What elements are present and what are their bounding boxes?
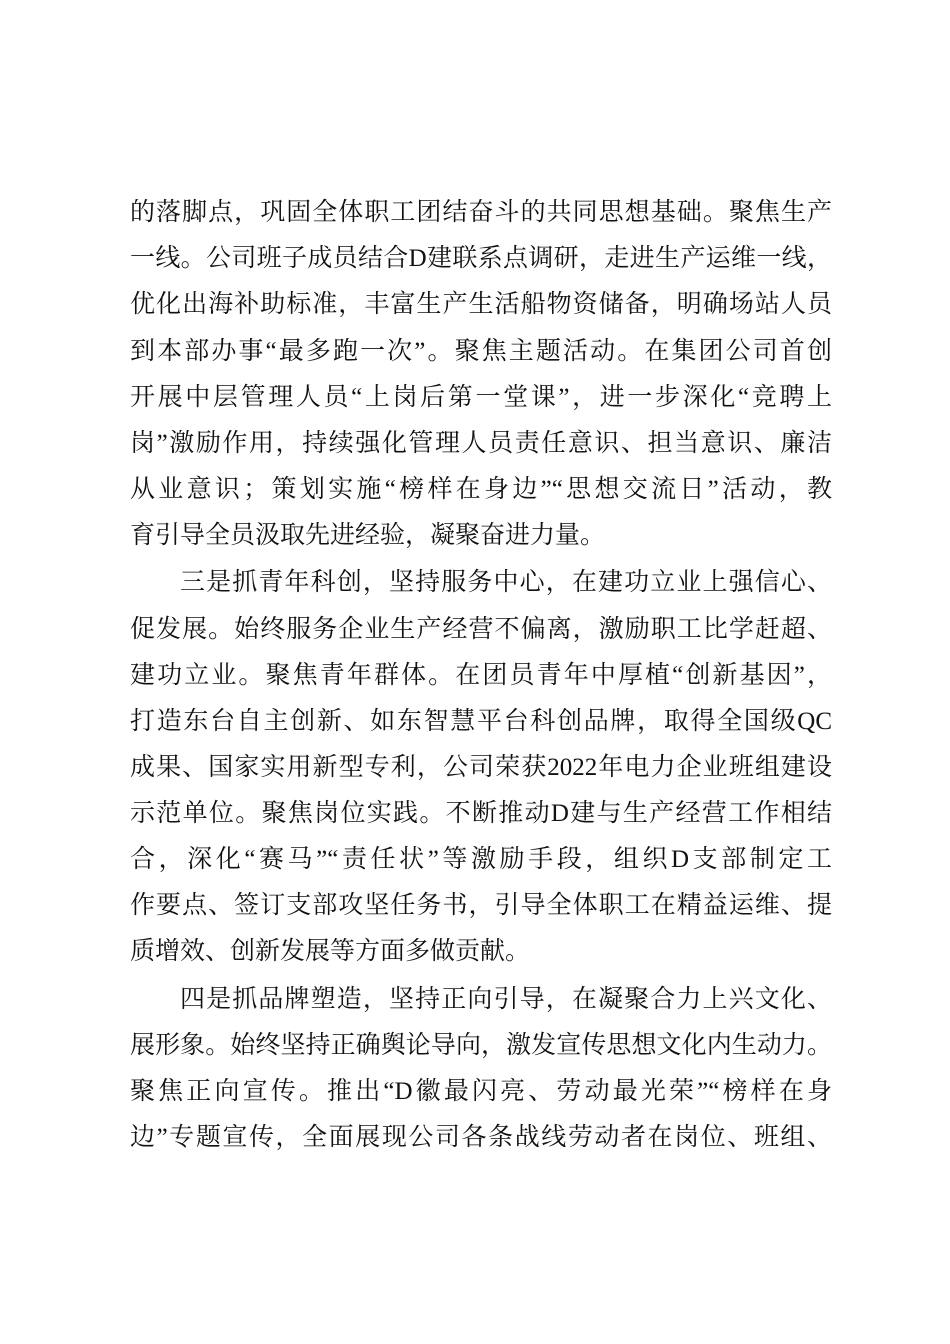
text-line: 示范单位。聚焦岗位实践。不断推动D建与生产经营工作相结 (130, 800, 832, 827)
text-line: 到本部办事“最多跑一次”。聚焦主题活动。在集团公司首创 (130, 338, 832, 365)
text-line: 优化出海补助标准，丰富生产生活船物资储备，明确场站人员 (130, 291, 832, 318)
text-line: 的落脚点，巩固全体职工团结奋斗的共同思想基础。聚焦生产 (130, 199, 832, 226)
text-line: 展形象。始终坚持正确舆论导向，激发宣传思想文化内生动力。 (130, 1032, 832, 1059)
text-line: 打造东台自主创新、如东智慧平台科创品牌，取得全国级QC (130, 708, 832, 735)
text-line: 一线。公司班子成员结合D建联系点调研，走进生产运维一线， (130, 245, 832, 272)
text-line: 聚焦正向宣传。推出“D徽最闪亮、劳动最光荣”“榜样在身 (130, 1078, 832, 1105)
text-line: 质增效、创新发展等方面多做贡献。 (130, 938, 531, 965)
text-line: 作要点、签订支部攻坚任务书，引导全体职工在精益运维、提 (130, 892, 832, 919)
text-line: 促发展。始终服务企业生产经营不偏离，激励职工比学赶超、 (130, 616, 832, 643)
text-line: 从业意识；策划实施“榜样在身边”“思想交流日”活动，教 (130, 476, 832, 503)
text-line: 育引导全员汲取先进经验，凝聚奋进力量。 (130, 522, 606, 549)
text-line: 合，深化“赛马”“责任状”等激励手段，组织D支部制定工 (130, 846, 832, 873)
text-line: 四是抓品牌塑造，坚持正向引导，在凝聚合力上兴文化、 (180, 986, 832, 1013)
text-line: 三是抓青年科创，坚持服务中心，在建功立业上强信心、 (180, 569, 832, 596)
text-line: 建功立业。聚焦青年群体。在团员青年中厚植“创新基因”， (130, 662, 832, 689)
text-line: 边”专题宣传，全面展现公司各条战线劳动者在岗位、班组、 (130, 1124, 832, 1151)
text-line: 成果、国家实用新型专利，公司荣获2022年电力企业班组建设 (130, 754, 832, 781)
text-line: 开展中层管理人员“上岗后第一堂课”，进一步深化“竞聘上 (130, 384, 832, 411)
text-line: 岗”激励作用，持续强化管理人员责任意识、担当意识、廉洁 (130, 430, 832, 457)
